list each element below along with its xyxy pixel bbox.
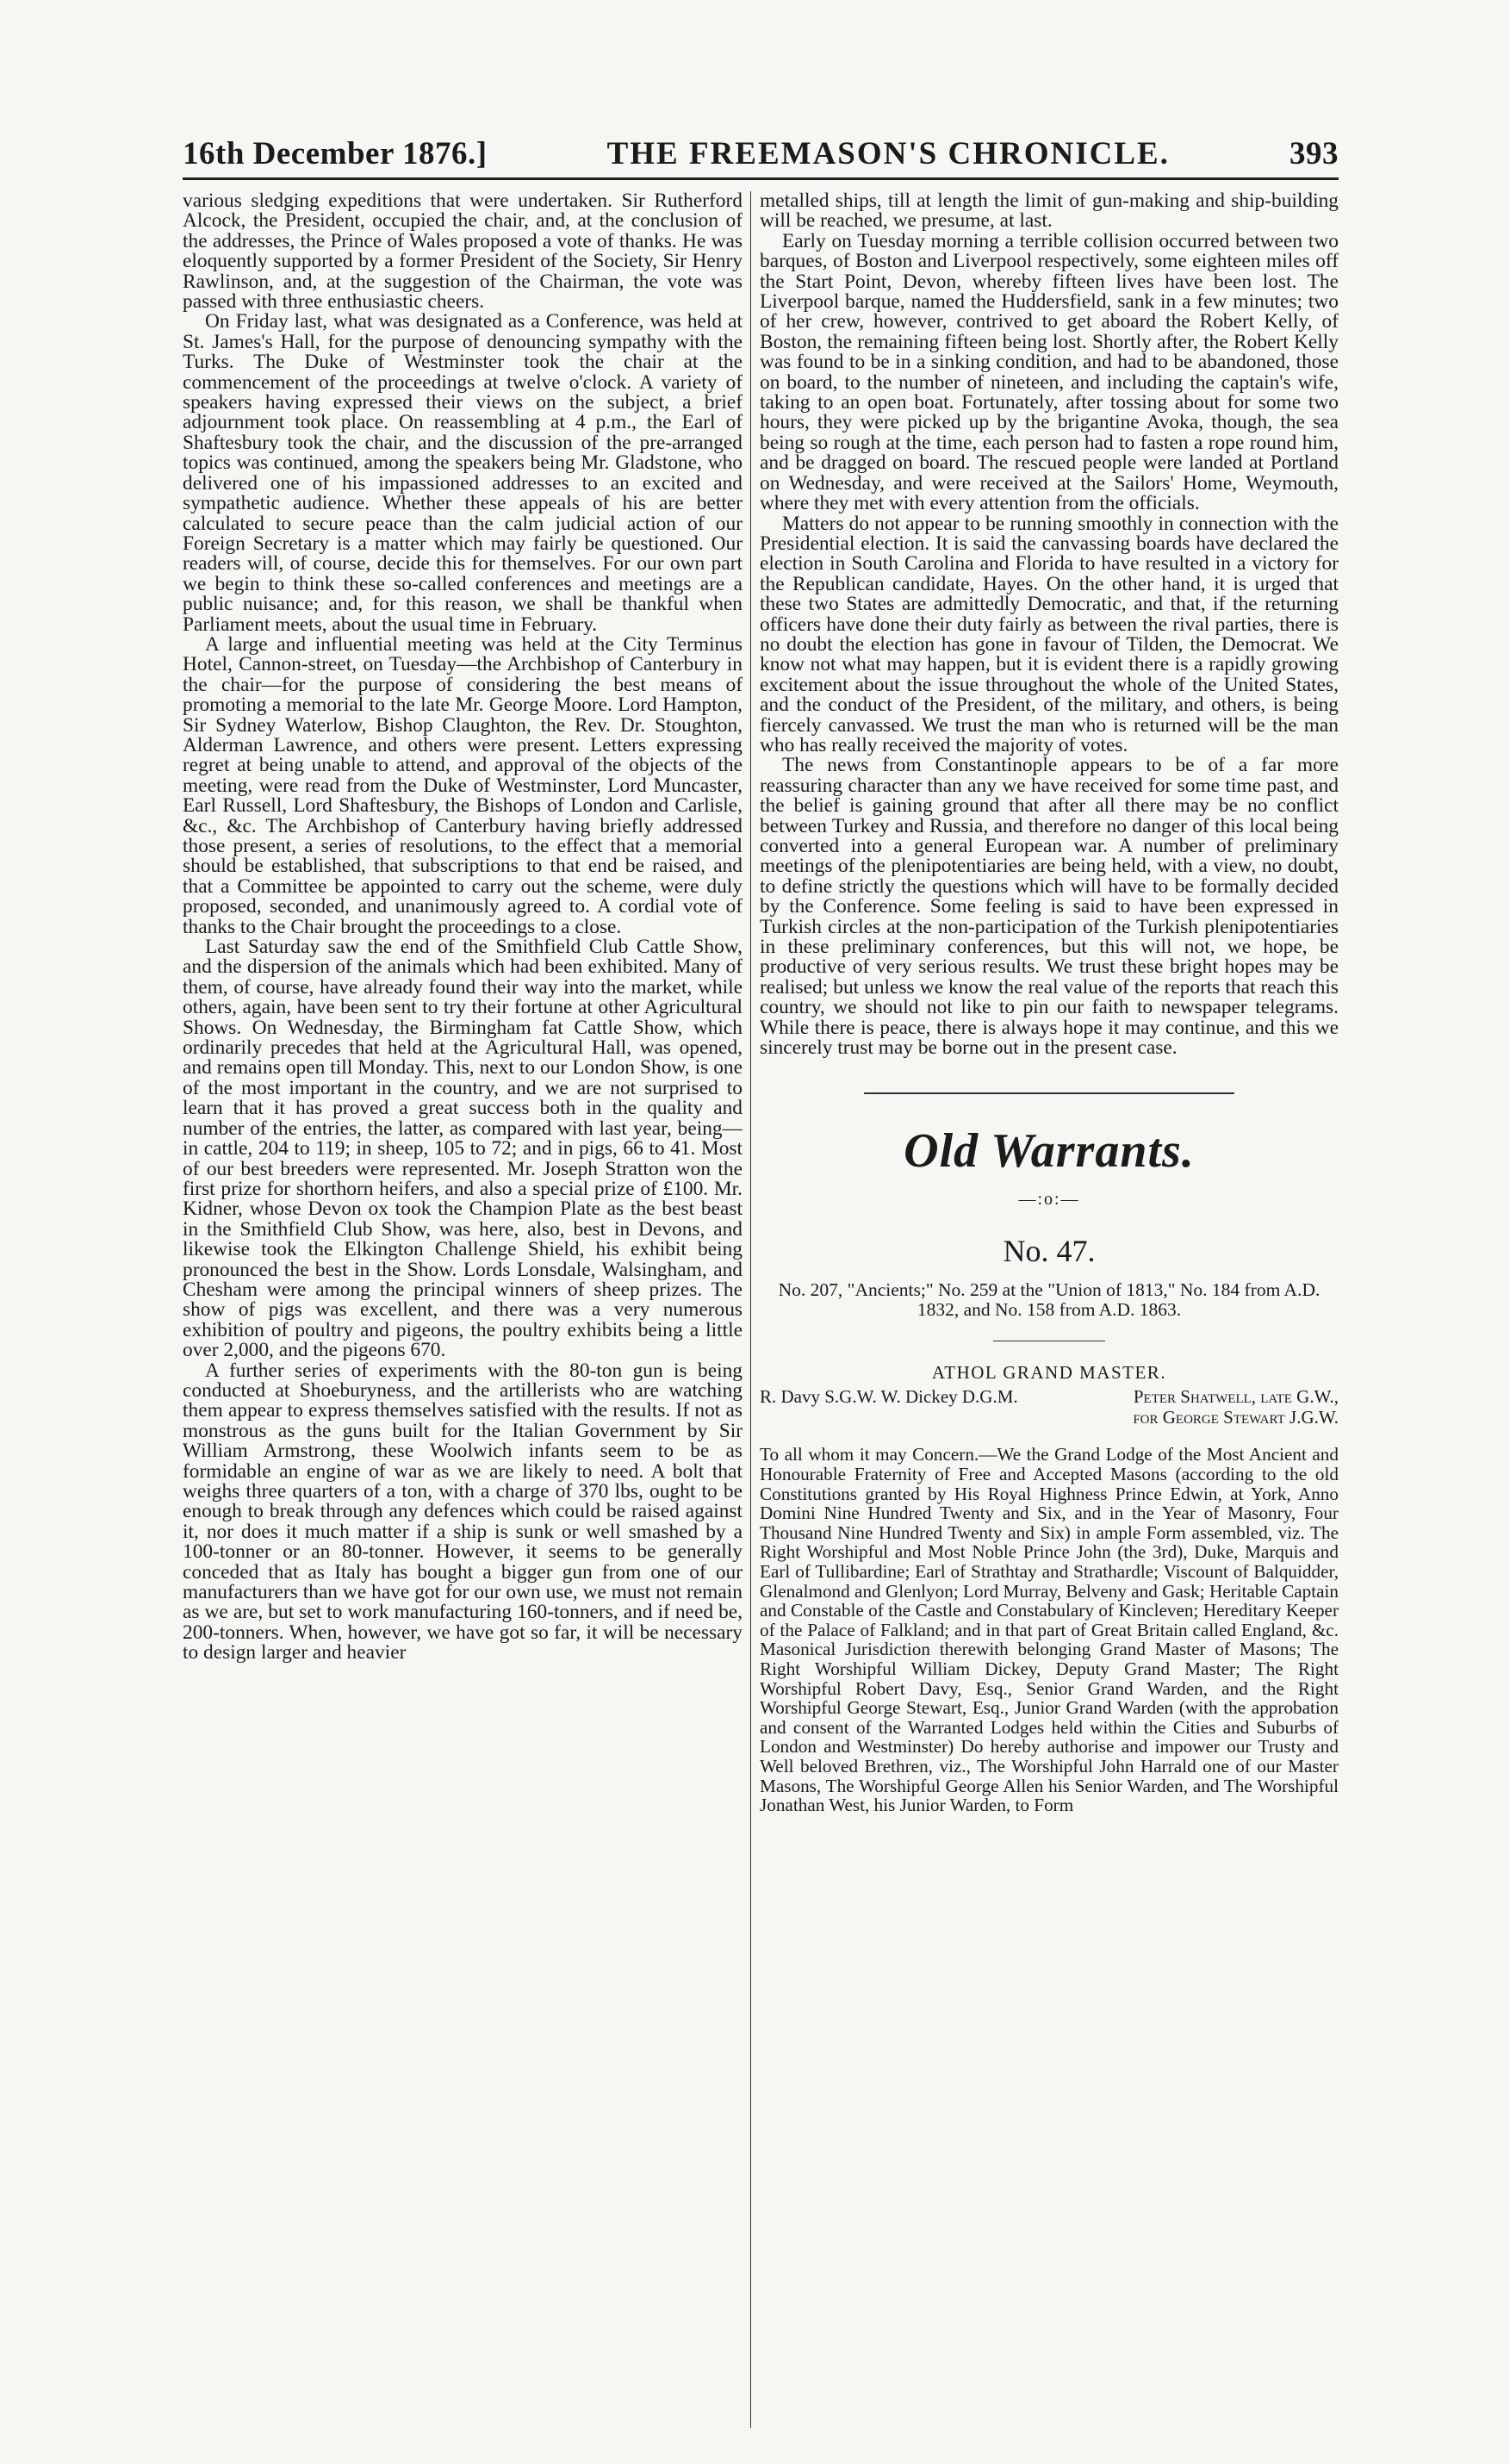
article-paragraph: metalled ships, till at length the limit of gun-making and ship-building will be reached, we presume, at last. (760, 191, 1339, 233)
article-paragraph: various sledging expeditions that were undertaken. Sir Rutherford Alcock, the President, occupied the chair, and, at the conclusion of the addresses, the Prince of Wales proposed a vote of thanks. He was eloquently supported by a former President of the Society, Sir Henry Rawlinson, and, at the suggestion of the Chairman, the vote was passed with three enthusiastic cheers. (183, 191, 743, 314)
left-column (183, 191, 743, 2431)
publication-title: THE FREEMASON'S CHRONICLE. (606, 136, 1170, 171)
article-paragraph: On Friday last, what was designated as a Conference, was held at St. James's Hall, for the purpose of denouncing sympathy with the Turks. The Duke of Westminster took the chair at the commencement of the proceedings at twelve o'clock. A variety of speakers having expressed their views on the subject, a brief adjournment took place. On reassembling at 4 p.m., the Earl of Shaftesbury took the chair, and the discussion of the pre-arranged topics was continued, among the speakers being Mr. Gladstone, who delivered one of his impassioned addresses to an excited and sympathetic audience. Whether these appeals of his are better calculated to secure peace than the calm judicial action of our Foreign Secretary is a matter which may fairly be questioned. Our readers will, of course, decide this for themselves. For our own part we begin to think these so-called conferences and meetings are a public nuisance; and, for this reason, we shall be thankful when Parliament meets, about the usual time in February. (183, 310, 743, 636)
article-paragraph: The news from Constantinople appears to be of a far more reassuring character than any we have received for some time past, and the belief is gaining ground that after all there may be no conflict between Turkey and Russia, and therefore no danger of this local being converted into a general European war. A number of preliminary meetings of the plenipotentiaries are being held, with a view, no doubt, to define strictly the questions which will have to be formally decided by the Conference. Some feeling is said to have been expressed in Turkish circles at the non-participation of the Turkish plenipotentiaries in these preliminary conferences, but this will not, we hope, be productive of very serious results. We trust these bright hopes may be realised; but unless we know the real value of the reports that reach this country, we should not like to pin our faith to newspaper telegrams. While there is peace, there is always hope it may continue, and this we sincerely trust may be borne out in the present case. (760, 754, 1339, 1060)
section-rule (864, 1092, 1234, 1094)
warrant-description: No. 207, "Ancients;" No. 259 at the "Union of 1813," No. 184 from A.D. 1832, and No. 158 from A.D. 1863. (778, 1279, 1320, 1321)
header-rule (183, 177, 1339, 180)
article-paragraph: Early on Tuesday morning a terrible collision occurred between two barques, of Boston and Liverpool respectively, some eighteen miles off the Start Point, Devon, whereby fifteen lives have been lost. The Liverpool barque, named the Huddersfield, sank in a few minutes; two of her crew, however, contrived to get aboard the Robert Kelly, of Boston, the remaining fifteen being lost. Shortly after, the Robert Kelly was found to be in a sinking condition, and had to be abandoned, those on board, to the number of nineteen, and including the captain's wife, taking to an open boat. Fortunately, after tossing about for some two hours, they were picked up by the brigantine Avoka, though, the sea being so rough at the time, each person had to fasten a rope round him, and be dragged on board. The rescued people were landed at Portland on Wednesday, and were received at the Sailors' Home, Weymouth, where they met with every attention from the officials. (760, 229, 1339, 515)
old-warrants-heading: Old Warrants. (904, 1124, 1195, 1179)
officers-right-line-2: for George Stewart J.G.W. (1133, 1407, 1339, 1428)
column-divider (750, 191, 751, 2428)
officers-line (760, 1386, 1339, 1428)
officers-left: R. Davy S.G.W. W. Dickey D.G.M. (760, 1386, 1018, 1408)
warrant-body: To all whom it may Concern.—We the Grand Lodge of the Most Ancient and Honourable Fraternity of Free and Accepted Masons (according to the old Constitutions granted by His Royal Highness Prince Edwin, at York, Anno Domini Nine Hundred Twenty and Six, and in the Year of Masonry, Four Thousand Nine Hundred Twenty and Six) in ample Form assembled, viz. The Right Worshipful and Most Noble Prince John (the 3rd), Duke, Marquis and Earl of Tullibardine; Earl of Strathtay and Strathardle; Viscount of Balquidder, Glenalmond and Glenlyon; Lord Murray, Belveny and Gask; Heritable Captain and Constable of the Castle and Constabulary of Kincleven; Hereditary Keeper of the Palace of Falkland; and in that part of Great Britain called England, &c. Masonical Jurisdiction therewith belonging Grand Master of Masons; The Right Worshipful William Dickey, Deputy Grand Master; The Right Worshipful Robert Davy, Esq., Senior Grand Warden, and the Right Worshipful George Stewart, Esq., Junior Grand Warden (with the approbation and consent of the Warranted Lodges held within the Cities and Suburbs of London and Westminster) Do hereby authorise and impower our Trusty and Well beloved Brethren, viz., The Worshipful John Harrald one of our Master Masons, The Worshipful George Allen his Senior Warden, and The Worshipful Jonathan West, his Junior Warden, to Form (760, 1444, 1339, 1816)
article-paragraph: Last Saturday saw the end of the Smithfield Club Cattle Show, and the dispersion of the animals which had been exhibited. Many of them, of course, have already found their way into the market, while others, again, have been sent to try their fortune at other Agricultural Shows. On Wednesday, the Birmingham fat Cattle Show, which ordinarily precedes that held at the Agricultural Hall, was opened, and remains open till Monday. This, next to our London Show, is one of the most important in the country, and we are not surprised to learn that it has proved a great success both in the quality and number of the entries, the latter, as compared with last year, being—in cattle, 204 to 119; in sheep, 105 to 72; and in pigs, 66 to 41. Most of our best breeders were represented. Mr. Joseph Stratton won the first prize for shorthorn heifers, and also a special prize of £100. Mr. Kidner, whose Devon ox took the Champion Plate as the best beast in the Smithfield Club Show, was here, also, best in Devons, and likewise took the Elkington Challenge Shield, his exhibit being pronounced the best in the Show. Lords Lonsdale, Walsingham, and Chesham were among the principal winners of sheep prizes. The show of pigs was excellent, and there was a very numerous exhibition of poultry and pigeons, the poultry exhibits being a little over 2,000, and the pigeons 670. (183, 936, 743, 1362)
officers-right-line-1: Peter Shatwell, late G.W., (1133, 1386, 1339, 1408)
ornament-divider: —:o:— (1018, 1190, 1080, 1210)
grand-master-title: ATHOL GRAND MASTER. (931, 1362, 1167, 1384)
page-number: 393 (1289, 136, 1339, 171)
article-paragraph: Matters do not appear to be running smoothly in connection with the Presidential election. It is said the canvassing boards have declared the election in South Carolina and Florida to have resulted in a victory for the Republican candidate, Hayes. On the other hand, it is urged that these two States are admittedly Democratic, and that, if the returning officers have done their duty fairly as between the rival parties, there is no doubt the election has gone in favour of Tilden, the Democrat. We know not what may happen, but it is evident there is a rapidly growing excitement about the issue throughout the whole of the United States, and the conduct of the President, of the military, and others, is being fiercely canvassed. We trust the man who is returned will be the man who has really received the majority of votes. (760, 512, 1339, 756)
article-paragraph: A further series of experiments with the 80-ton gun is being conducted at Shoeburyness, and the artillerists who are watching them appear to express themselves satisfied with the results. If not as monstrous as the guns built for the Italian Government by Sir William Armstrong, these Woolwich infants seem to be as formidable an engine of war as we are likely to need. A bolt that weighs three quarters of a ton, with a charge of 370 lbs, ought to be enough to break through any defences which could be raised against it, nor does it much matter if a ship is sunk or well smashed by a 100-tonner or an 80-tonner. However, it seems to be generally conceded that as Italy has bought a bigger gun from one of our manufacturers than we have got for our own use, we must not remain as we are, but set to work manufacturing 160-tonners, and if need be, 200-tonners. When, however, we have got so far, it will be necessary to design larger and heavier (183, 1359, 743, 1664)
officers-right (1133, 1386, 1339, 1428)
warrant-number: No. 47. (1003, 1234, 1096, 1269)
right-column (760, 191, 1339, 2431)
page-header (183, 121, 1339, 172)
article-paragraph: A large and influential meeting was held at the City Terminus Hotel, Cannon-street, on Tuesday—the Archbishop of Canterbury in the chair—for the purpose of considering the best means of promoting a memorial to the late Mr. George Moore. Lord Hampton, Sir Sydney Waterlow, Bishop Claughton, the Rev. Dr. Stoughton, Alderman Lawrence, and others were present. Letters expressing regret at being unable to attend, and approval of the objects of the meeting, were read from the Duke of Westminster, Lord Muncaster, Earl Russell, Lord Shaftesbury, the Bishops of London and Carlisle, &c., &c. The Archbishop of Canterbury having briefly addressed those present, a series of resolutions, to the effect that a memorial should be established, that subscriptions to that end be raised, and that a Committee be appointed to carry out the scheme, were duly proposed, seconded, and unanimously agreed to. A cordial vote of thanks to the Chair brought the proceedings to a close. (183, 632, 743, 938)
issue-date: 16th December 1876.] (183, 136, 488, 171)
